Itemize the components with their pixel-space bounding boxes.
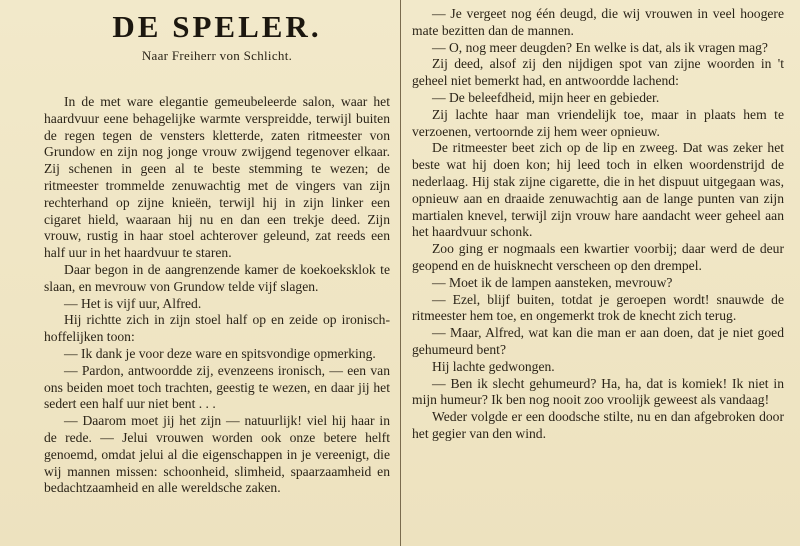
paragraph: — Ezel, blijf buiten, totdat je geroepen wordt! snauwde de ritmeester hem toe, en ongemerkt trok de knecht zich terug. [412,291,784,324]
right-column [412,0,784,546]
paragraph: — Ben ik slecht gehumeurd? Ha, ha, dat is komiek! Ik niet in mijn humeur? Ik ben nog nooit zoo vroolijk geweest als vandaag! [412,375,784,408]
paragraph: — De beleefdheid, mijn heer en gebieder. [432,89,660,105]
paragraph: Hij richtte zich in zijn stoel half op en zeide op ironisch-hoffelijken toon: [44,312,390,345]
paragraph: Zij deed, alsof zij den nijdigen spot van zijne woorden in 't geheel niet bemerkt had, en antwoordde lachend: [412,56,784,89]
paragraph: — Daarom moet jij het zijn — natuurlijk! viel hij haar in de rede. — Jelui vrouwen worden ook onze betere helft genoemd, omdat jelui al die eigenschappen in je vereenigt, die wij mannen missen: schoonheid, slimheid, spaarzaamheid en bedachtzaamheid en alle wereldsche zaken. [44,413,390,496]
paragraph: Hij lachte gedwongen. [432,358,555,374]
paragraph: — Het is vijf uur, Alfred. [64,295,202,311]
paragraph: — Pardon, antwoordde zij, evenzeens ironisch, — een van ons beiden moet toch trachten, geestig te wezen, en daar jij het sedert een half uur niet bent . . . [44,362,390,412]
left-column [44,0,390,546]
paragraph: De ritmeester beet zich op de lip en zweeg. Dat was zeker het beste wat hij doen kon; hij leed toch in elken woordenstrijd de nederlaag. Hij stak zijne cigarette, die in het dispuut uitgegaan was, opnieuw aan en draaide zenuwachtig aan de lange punten van zijn martialen knevel, terwijl zijn vrouw hare aandacht weer geheel aan het haardvuur schonk. [412,140,784,240]
article-title: DE SPELER. [112,9,322,44]
column-divider [400,0,401,546]
paragraph: Daar begon in de aangrenzende kamer de koekoeksklok te slaan, en mevrouw von Grundow telde vijf slagen. [44,261,390,294]
paragraph: Zij lachte haar man vriendelijk toe, maar in plaats hem te verzoenen, vertoornde zij hem weer opnieuw. [412,106,784,139]
paragraph: In de met ware elegantie gemeubeleerde salon, waar het haardvuur eene behagelijke warmte verspreidde, terwijl buiten de regen tegen de vensters kletterde, zaten ritmeester von Grundow en zijn nog jonge vrouw zwijgend tegenover elkaar. Zij schenen in geen al te beste stemming te wezen; de ritmeester trommelde zenuwachtig met de vingers van zijn rechterhand op zijne knieën, terwijl hij in zijn linker een cigaret hield, waaraan hij nu en dan een trekje deed. Zijn vrouw, rustig in haar stoel achterover geleund, zat reeds een half uur in het haardvuur te staren. [44,94,390,261]
paragraph: — Je vergeet nog één deugd, die wij vrouwen in veel hoogere mate bezitten dan de mannen. [412,6,784,38]
article-subtitle: Naar Freiherr von Schlicht. [141,48,293,63]
paragraph: Zoo ging er nogmaals een kwartier voorbij; daar werd de deur geopend en de huisknecht verscheen op den drempel. [412,241,784,273]
paragraph: — O, nog meer deugden? En welke is dat, als ik vragen mag? [432,39,768,55]
spacer [44,64,390,94]
paragraph: Weder volgde er een doodsche stilte, nu en dan afgebroken door het gegier van den wind. [412,409,784,441]
right-column-body [412,6,784,443]
paragraph: — Maar, Alfred, wat kan die man er aan doen, dat je niet goed gehumeurd bent? [412,325,784,357]
paragraph: — Moet ik de lampen aansteken, mevrouw? [432,274,673,290]
paragraph: — Ik dank je voor deze ware en spitsvondige opmerking. [64,345,376,361]
